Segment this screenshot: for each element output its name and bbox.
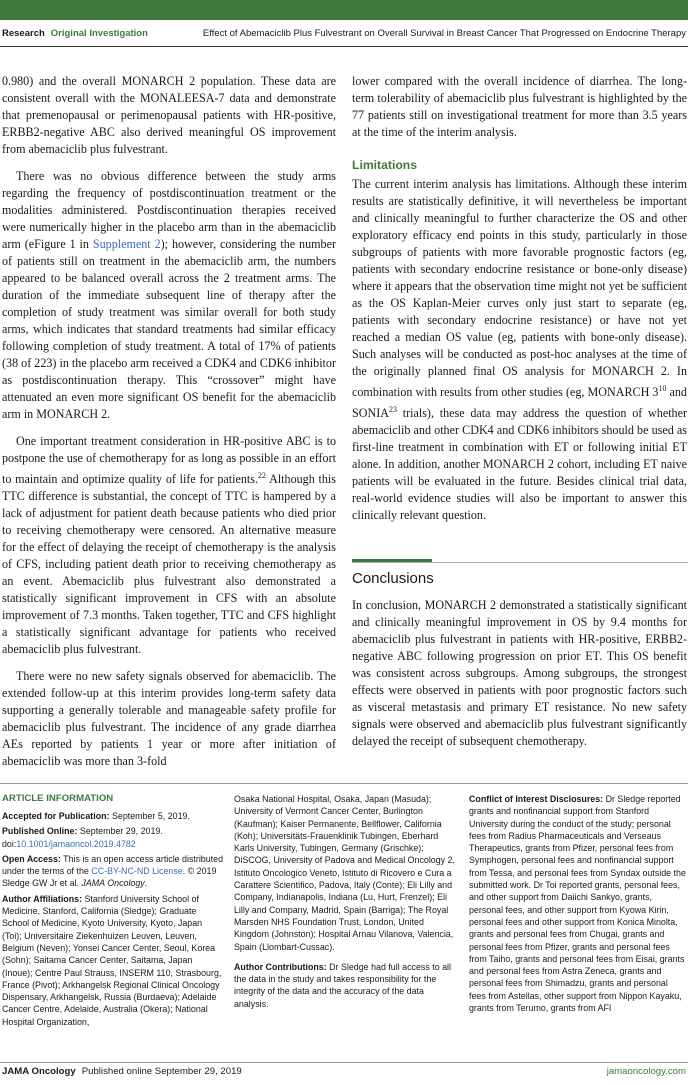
published-date: Published Online: September 29, 2019. doi:10.1001/jamaoncol.2019.4782 [2,826,163,849]
paragraph: There were no new safety signals observed for abemaciclib. The extended follow-up at this interim provides long-term safety data supporting a generally tolerable and manageable safety profile for abemaciclib plus fulvestrant. The incidence of any grade diarrhea AEs reported by patients 1 year or more after initiation of abemaciclib was more than 3-fold [2,669,336,769]
info-column-3 [469,793,687,1017]
reference: 10 [658,384,667,393]
open-access: Open Access: This is an open access article distributed under the terms of the CC-BY-NC-ND License. © 2019 Sledge GW Jr et al. JAMA Oncology. [2,853,224,889]
footer-journal: JAMA Oncology Published online September 29, 2019 [2,1066,242,1077]
supplement-link[interactable]: Supplement 2 [92,237,161,251]
doi-link[interactable]: 10.1001/jamaoncol.2019.4782 [16,838,136,849]
info-rule [0,783,688,784]
paragraph: In conclusion, MONARCH 2 demonstrated a statistically significant and clinically meaningful improvement in OS by 9.4 months for abemaciclib plus fulvestrant in patients with HR-positive, ERBB2-negative ABC following progression on prior ET. This OS benefit was consistent across subgroups. Among subgroups, the strongest effects were observed in patients with poor prognostic factors such as visceral metastasis and primary ET resistance. No new safety signals were observed and abemaciclib plus fulvestrant significantly delayed the receipt of subsequent chemotherapy. [352,598,687,748]
reference: 23 [388,405,397,415]
limitations-heading: Limitations [352,158,418,172]
accepted-date: Accepted for Publication: September 5, 2019. [2,811,190,821]
paragraph: The current interim analysis has limitations. Although these interim results are statistically definitive, it will nevertheless be important and clinically meaningful to further characterize the OS and other exploratory efficacy end points in this study, particularly in those subgroups of patients with more favorable prognostic factors (eg, patients with secondary endocrine resistance or bone-only disease) where it appears that the observation time might not yet be sufficient as the OS Kaplan-Meier curves only just start to separate (eg, patients with secondary endocrine resistance) or have not yet reached a median OS value (eg, patients with bone-only disease). Such analyses will be conducted as post-hoc analyses at the time of the originally planned final OS analysis for MONARCH 2. In combination with results from other studies (eg, MONARCH $3^{10}$ and SONIA$^{23}$ trials), these data may address the question of whether abemaciclib and other CDK4 and CDK6 inhibitors should be used as first-line treatment in combination with ET or following initial ET alone. In addition, another MONARCH 2 cohort, including ET naive patients will be evaluated in the future. Besides clinical trial data, real-world evidence studies will also be important to answer this clinically relevant question. [352,177,687,523]
info-column-1 [2,810,224,1031]
journal-color-bar [0,0,688,20]
conclusions-heading: Conclusions [352,570,434,587]
author-affiliations-cont: Osaka National Hospital, Osaka, Japan (Masuda); University of Vermont Cancer Center, Burlington (Kaufman); Kaiser Permanente, Bellflower, California (Koh); Universitäts-Frauenklinik Tubingen, Eberhard Karls University, Tubingen, Germany (Grischke); DiSCOG, University of Padova and Medical Oncology 2, Istituto Oncologico Veneto, Istituto di Ricovero e Cura a Carattere Scientifico, Padova, Italy (Conte); Eli Lilly and Company, Indianapolis, Indiana (Lu, Hurt, Frenzel); Eli Lilly and Company, Madrid, Spain (Barriga); The Royal Marsden NHS Foundation Trust, London, United Kingdom (Johnston); Hospital Arnau Vilanova, Valencia, Spain (Llombart-Cussac). [234,794,455,952]
conclusions-rule [352,562,688,563]
article-info-heading: ARTICLE INFORMATION [2,793,114,804]
section-label: Research Original Investigation [2,28,148,39]
footer-site-link[interactable]: jamaoncology.com [606,1066,686,1077]
left-column [2,73,336,771]
paragraph: lower compared with the overall incidence of diarrhea. The long-term tolerability of abemaciclib plus fulvestrant is highlighted by the 77 patients still on investigational treatment for more than 3.5 years at the time of the interim analysis. [352,74,687,139]
paragraph: One important treatment consideration in HR-positive ABC is to postpone the use of chemotherapy for as long as possible in an effort to maintain and optimize quality of life for patients.$^{22}$ Although this TTC difference is substantial, the concept of TTC is hampered by a lack of adjustment for patient death because patients who died prior to receiving chemotherapy were censored. An alternative measure for the effect of delaying the receipt of chemotherapy is the analysis of CFS, including patient death prior to receiving chemotherapy as an event. Abemaciclib plus fulvestrant also demonstrated a statistically significant improvement in CFS with an absolute improvement of 7.3 months. Taken together, TTC and CFS highlight a statistically significant advantage for patients who received abemaciclib plus fulvestrant. [2,434,336,657]
right-column [352,73,687,525]
running-title: Effect of Abemaciclib Plus Fulvestrant on Overall Survival in Breast Cancer That Progressed on Endocrine Therapy [202,28,686,39]
footer-rule [0,1062,688,1063]
article-type: Original Investigation [50,28,148,39]
conclusions-section [352,570,687,751]
header-rule [0,46,688,47]
license-link[interactable]: CC-BY-NC-ND License [91,866,183,877]
author-contributions: Author Contributions: Dr Sledge had full access to all the data in the study and takes responsibility for the integrity of the data and the accuracy of the data analysis. [234,961,451,1009]
info-column-2 [234,793,456,1013]
running-header [0,28,688,44]
paragraph: There was no obvious difference between the study arms regarding the frequency of postdiscontinuation treatment or the modalities administered. Postdiscontinuation therapies received were numerically higher in the placebo arm than in the abemaciclib arm (eFigure 1 in Supplement 2); however, considering the number of patients still on treatment in the abemaciclib arm, the numbers appeared to be balanced overall across the 2 treatment arms. The duration of the immediate subsequent line of therapy after the completion of study treatment was similar overall for both study arms, which indicates that standard treatments had similar efficacy following completion of study treatment. A total of 17% of patients (38 of 223) in the placebo arm received a CDK4 and CDK6 inhibitor as postdiscontinuation therapy. This “crossover” might have attenuated an even more significant OS benefit for the abemaciclib arm in MONARCH 2. [2,169,336,421]
author-affiliations: Author Affiliations: Stanford University School of Medicine, Stanford, California (Sledge); Graduate School of Medicine, Kyoto University, Kyoto, Japan (Toi); Universitaire Ziekenhuizen Leuven, Leuven, Belgium (Neven); Yonsei Cancer Center, Seoul, Korea (Sohn); Saitama Cancer Center, Saitama, Japan (Inoue); Centre Paul Strauss, INSERM 110, Strasbourg, France (Pivot); Arkhangelsk Regional Clinical Oncology Dispensary, Arkhangelsk, Russia (Burdaeva); Adelaide Cancer Centre, Adelaide, Australia (Okera); National Hospital Organization, [2,893,222,1027]
conflict-disclosures: Conflict of Interest Disclosures: Dr Sledge reported grants and nonfinancial support from Stanford University during the conduct of the study; personal fees from Radius Pharmaceuticals and Verseaus Therapeutics, grants from Pfizer, personal fees from Symphogen, personal fees and nonfinancial support from Tessa, and personal fees from Syndax outside the submitted work. Dr Toi reported grants, personal fees, and other support from Daiichi Sankyo, grants, personal fees, and other support from Kyowa Kirin, personal fees and other support from Konica Minolta, grants and personal fees from Chugai, grants and personal fees from Pfizer, grants and personal fees from Taiho, grants and personal fees from Eisai, grants and personal fees from Astra Zeneca, grants and personal fees from Shimadzu, grants and personal fees from Astellas, other support from Nippon Kayaku, grants from Terumo, grants from AFI [469,794,686,1014]
reference: 22 [258,471,266,480]
paragraph: 0.980) and the overall MONARCH 2 population. These data are consistent overall with the MONALEESA-7 data and demonstrate that premenopausal or perimenopausal patients with HR-positive, ERBB2-negative ABC also derived meaningful OS improvement from abemaciclib plus fulvestrant. [2,74,336,156]
